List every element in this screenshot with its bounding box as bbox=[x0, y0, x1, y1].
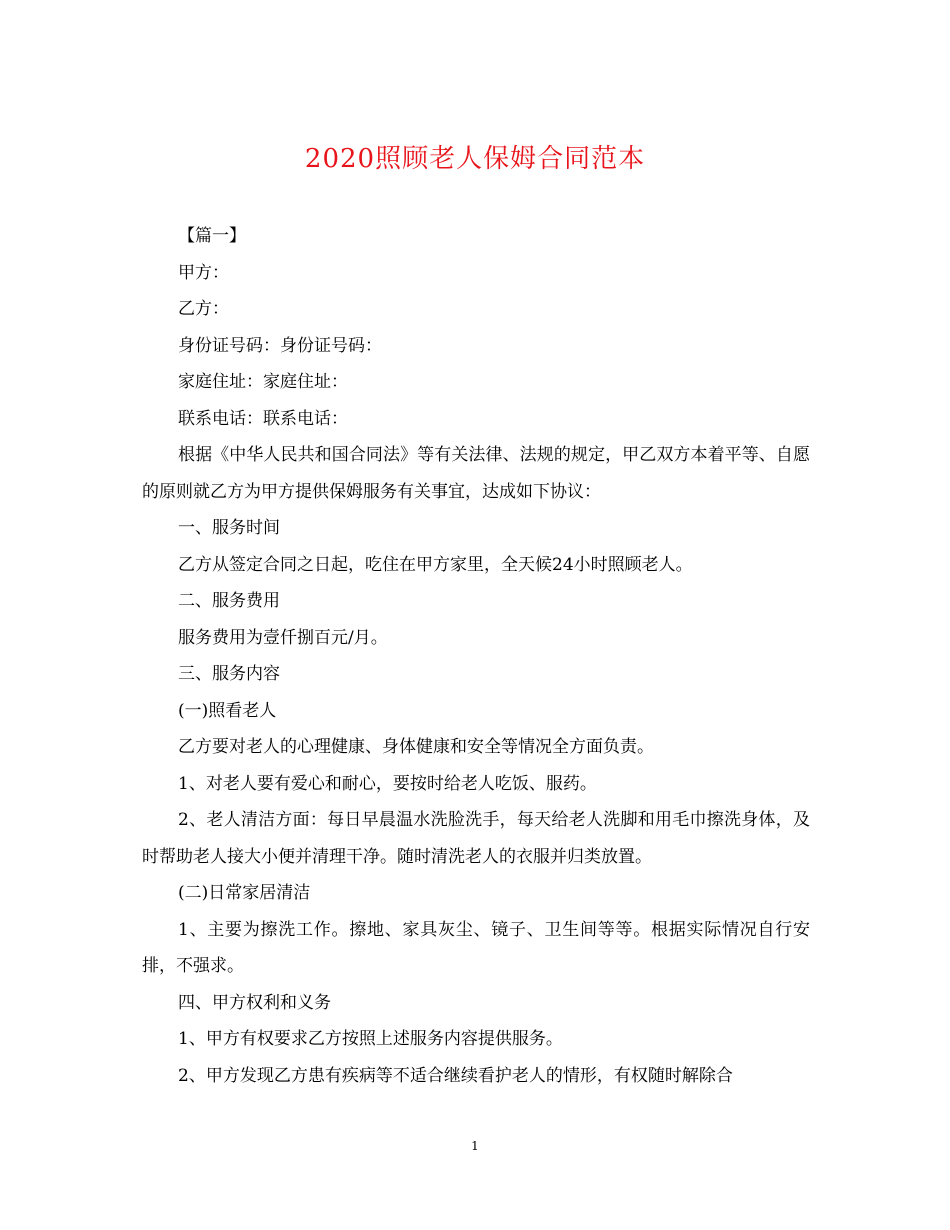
clause-heading-service-time: 一、服务时间 bbox=[178, 518, 280, 538]
document-title: 2020照顾老人保姆合同范本 bbox=[304, 144, 646, 174]
clause-item-patience: 1、对老人要有爱心和耐心，要按时给老人吃饭、服药。 bbox=[178, 773, 597, 794]
clause-text-service-fee: 服务费用为壹仟捌百元/月。 bbox=[178, 627, 388, 648]
clause-item-cleaning: 2、老人清洁方面：每日早晨温水洗脸洗手，每天给老人洗脚和用毛巾擦洗身体，及时帮助老人接大小便并清理干净。随时清洗老人的衣服并归类放置。 bbox=[142, 810, 810, 867]
party-b-line: 乙方： bbox=[178, 299, 229, 319]
section-heading-part-one: 【篇一】 bbox=[178, 226, 246, 246]
subclause-heading-elder-care: (一)照看老人 bbox=[178, 700, 277, 721]
subclause-heading-housekeeping: (二)日常家居清洁 bbox=[178, 883, 311, 903]
party-a-line: 甲方： bbox=[178, 262, 229, 283]
id-number-line: 身份证号码：身份证号码： bbox=[178, 335, 382, 356]
clause-item-housekeeping: 1、主要为擦洗工作。擦地、家具灰尘、镜子、卫生间等等。根据实际情况自行安排，不强求。 bbox=[142, 919, 810, 976]
document-body bbox=[142, 218, 810, 1094]
home-address-line: 家庭住址：家庭住址： bbox=[178, 372, 348, 392]
preamble-paragraph: 根据《中华人民共和国合同法》等有关法律、法规的规定，甲乙双方本着平等、自愿的原则就乙方为甲方提供保姆服务有关事宜，达成如下协议： bbox=[142, 445, 810, 502]
clause-text-elder-care: 乙方要对老人的心理健康、身体健康和安全等情况全方面负责。 bbox=[178, 737, 654, 757]
clause-item-party-a-right-1: 1、甲方有权要求乙方按照上述服务内容提供服务。 bbox=[178, 1029, 563, 1049]
phone-line: 联系电话：联系电话： bbox=[178, 408, 348, 429]
clause-heading-service-fee: 二、服务费用 bbox=[178, 591, 280, 611]
page-number: 1 bbox=[471, 1139, 479, 1153]
clause-text-service-time: 乙方从签定合同之日起，吃住在甲方家里，全天候24小时照顾老人。 bbox=[178, 554, 693, 575]
clause-item-party-a-right-2: 2、甲方发现乙方患有疾病等不适合继续看护老人的情形，有权随时解除合 bbox=[178, 1065, 733, 1086]
clause-heading-service-content: 三、服务内容 bbox=[178, 664, 280, 684]
clause-heading-party-a-rights: 四、甲方权利和义务 bbox=[178, 992, 331, 1013]
